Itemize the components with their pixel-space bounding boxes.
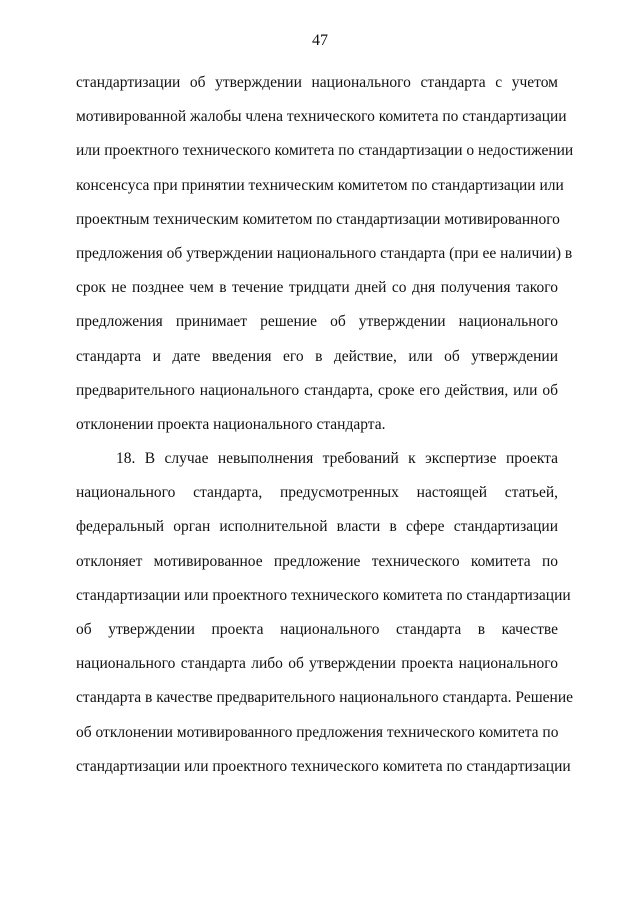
text-line: отклоняет мотивированное предложение технического комитета по (76, 552, 558, 570)
text-line: отклонении проекта национального стандарта. (76, 415, 386, 433)
text-line: предложения об утверждении национального стандарта (при ее наличии) в (76, 244, 573, 262)
text-line: или проектного технического комитета по стандартизации о недостижении (76, 142, 574, 160)
text-line: об утверждении проекта национального стандарта в качестве (76, 621, 558, 638)
body-text (76, 66, 574, 784)
page-number: 47 (312, 32, 328, 49)
text-line: мотивированной жалобы члена технического комитета по стандартизации (76, 108, 567, 126)
text-line: национального стандарта либо об утверждении проекта национального (76, 655, 558, 673)
paragraph-continuation (76, 66, 574, 442)
text-line: предварительного национального стандарта, сроке его действия, или об (76, 381, 558, 399)
text-line: стандартизации или проектного технического комитета по стандартизации (76, 586, 571, 604)
text-line: стандартизации об утверждении национального стандарта с учетом (76, 74, 558, 91)
text-line: 18. В случае невыполнения требований к экспертизе проекта (116, 450, 558, 468)
text-line: стандартизации или проектного технического комитета по стандартизации (76, 757, 571, 775)
text-line: национального стандарта, предусмотренных настоящей статьей, (76, 484, 558, 502)
text-line: срок не позднее чем в течение тридцати дней со дня получения такого (76, 279, 558, 297)
text-line: федеральный орган исполнительной власти в сфере стандартизации (76, 518, 558, 536)
text-line: предложения принимает решение об утверждении национального (76, 313, 558, 331)
text-line: стандарта в качестве предварительного национального стандарта. Решение (76, 689, 574, 707)
text-line: проектным техническим комитетом по стандартизации мотивированного (76, 210, 560, 228)
text-line: стандарта и дате введения его в действие, или об утверждении (76, 347, 558, 365)
text-line: об отклонении мотивированного предложения технического комитета по (76, 723, 559, 741)
paragraph-item-18 (76, 442, 574, 784)
text-line: консенсуса при принятии техническим комитетом по стандартизации или (76, 176, 564, 194)
